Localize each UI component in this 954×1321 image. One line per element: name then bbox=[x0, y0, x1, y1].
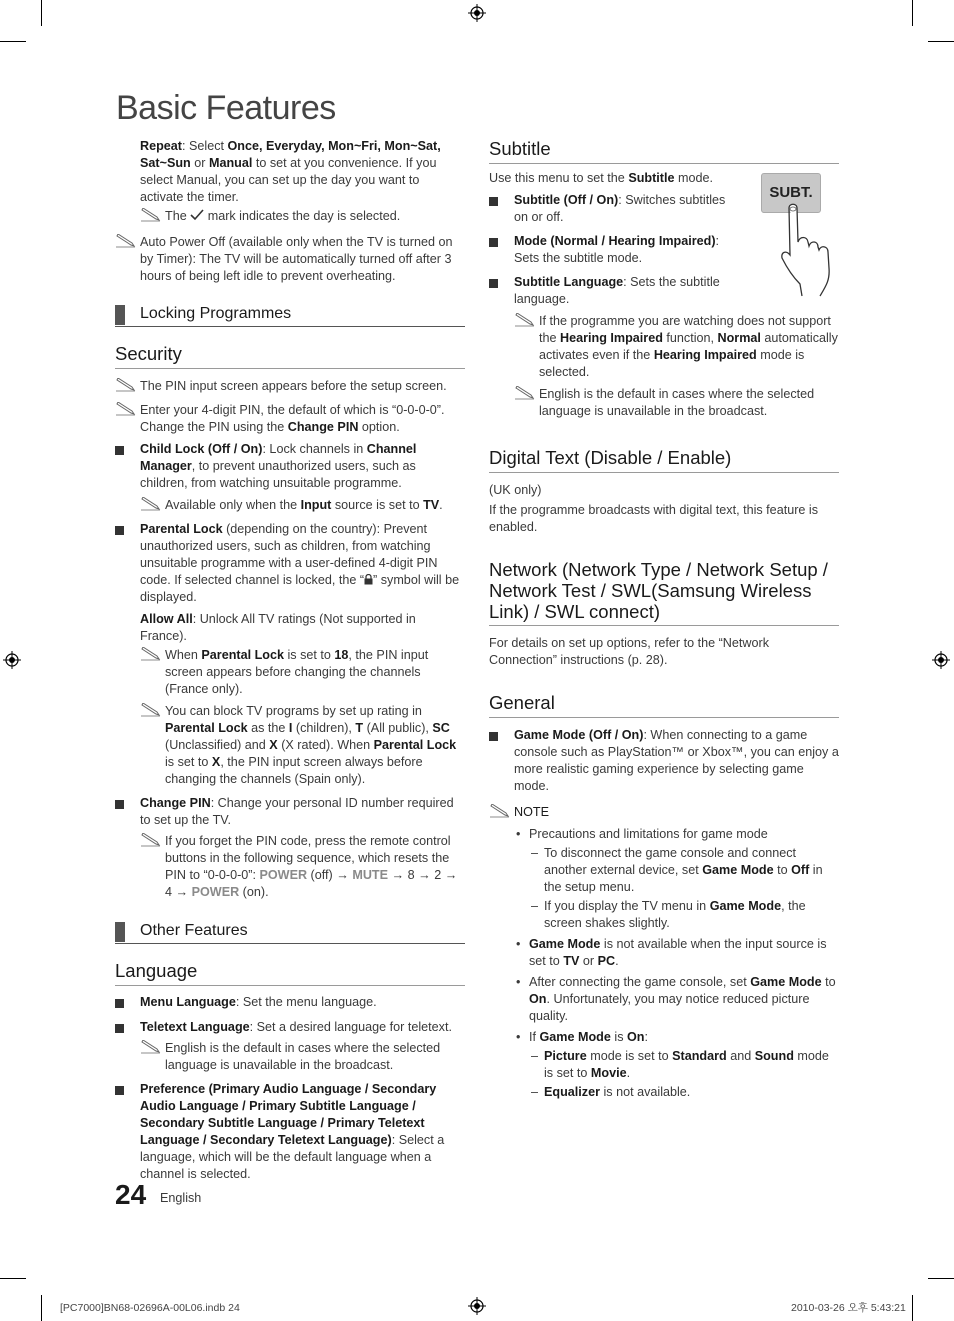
parental-note-text: (children), bbox=[292, 721, 356, 735]
subtitle-note bbox=[514, 386, 839, 420]
on-ref: On bbox=[626, 1030, 645, 1044]
allow-all-paragraph bbox=[115, 611, 465, 645]
tv-ref: TV bbox=[563, 954, 580, 968]
hearing-impaired-ref: Hearing Impaired bbox=[560, 331, 663, 345]
note-bullet-text: is not available when the input source is set to bbox=[529, 937, 827, 968]
note-sub-text: To disconnect the game console and connect another external device, set bbox=[544, 846, 797, 877]
game-mode-ref: Game Mode bbox=[702, 863, 774, 877]
normal-ref: Normal bbox=[717, 331, 761, 345]
general-heading: General bbox=[489, 692, 839, 718]
bullet-dash: – bbox=[531, 1085, 539, 1099]
subtitle-ref: Subtitle bbox=[628, 171, 675, 185]
note-label: NOTE bbox=[514, 805, 549, 819]
bullet-square bbox=[115, 446, 124, 455]
auto-power-off-note bbox=[115, 234, 465, 285]
subtitle-mode-label: Mode (Normal / Hearing Impaired) bbox=[514, 234, 716, 248]
note-bullet-text: After connecting the game console, set bbox=[529, 975, 751, 989]
game-mode-label: Game Mode (Off / On) bbox=[514, 728, 644, 742]
security-note bbox=[115, 402, 465, 436]
movie-ref: Movie bbox=[590, 1066, 627, 1080]
rating-ref: X bbox=[211, 755, 221, 769]
note-bullet bbox=[514, 936, 839, 970]
note-bullet-text: . bbox=[615, 954, 619, 968]
security-note-text: The PIN input screen appears before the setup screen. bbox=[140, 379, 447, 393]
repeat-label: Repeat bbox=[140, 139, 182, 153]
game-mode-ref: Game Mode bbox=[529, 937, 601, 951]
parental-note-text: as the bbox=[247, 721, 289, 735]
game-mode-ref: Game Mode bbox=[539, 1030, 611, 1044]
crop-mark bbox=[928, 1278, 954, 1279]
rating-18-ref: 18 bbox=[334, 648, 349, 662]
pc-ref: PC bbox=[597, 954, 616, 968]
print-footer-right: 2010-03-26 오후 5:43:21 bbox=[791, 1302, 906, 1314]
change-pin-note-text: → 8 → 2 → 4 → bbox=[165, 868, 458, 899]
allow-all-label: Allow All bbox=[140, 612, 193, 626]
bullet-square bbox=[115, 1024, 124, 1033]
repeat-note bbox=[140, 208, 465, 225]
repeat-paragraph bbox=[115, 138, 465, 206]
child-lock-note-text: source is set to bbox=[331, 498, 424, 512]
equalizer-ref: Equalizer bbox=[544, 1085, 600, 1099]
subtitle-note bbox=[514, 313, 839, 381]
note-pencil-icon bbox=[514, 386, 536, 400]
standard-ref: Standard bbox=[672, 1049, 727, 1063]
teletext-language-label: Teletext Language bbox=[140, 1020, 250, 1034]
registration-mark-icon bbox=[932, 651, 950, 669]
bullet-dash: – bbox=[531, 846, 539, 860]
note-sub-text: mode is set to bbox=[586, 1049, 673, 1063]
change-pin-text: : Change your personal ID number required to set up the TV. bbox=[140, 796, 454, 827]
subtitle-note-text: mode is selected. bbox=[539, 348, 805, 379]
rating-ref: SC bbox=[432, 721, 450, 735]
subtitle-intro bbox=[489, 170, 737, 187]
game-mode-ref: Game Mode bbox=[750, 975, 822, 989]
child-lock-note-text: . bbox=[439, 498, 443, 512]
note-pencil-icon bbox=[140, 1040, 162, 1054]
repeat-text: or bbox=[190, 156, 209, 170]
print-footer-left: [PC7000]BN68-02696A-00L06.indb 24 bbox=[60, 1302, 240, 1314]
note-pencil-icon bbox=[140, 703, 162, 717]
subtitle-intro-text: mode. bbox=[674, 171, 714, 185]
language-heading: Language bbox=[115, 960, 465, 986]
bullet-square bbox=[489, 732, 498, 741]
subtitle-note-text: function, bbox=[662, 331, 718, 345]
change-pin-note-text: (on). bbox=[239, 885, 269, 899]
note-bullet-text: is bbox=[610, 1030, 627, 1044]
registration-mark-icon bbox=[3, 651, 21, 669]
game-mode-ref: Game Mode bbox=[709, 899, 782, 913]
power-key-ref: POWER bbox=[191, 885, 240, 899]
parental-note-text: You can block TV programs by set up rating in bbox=[165, 704, 422, 718]
bullet-dot: • bbox=[516, 1030, 521, 1044]
subtitle-mode-item bbox=[489, 233, 737, 267]
parental-note-text: (Unclassified) and bbox=[165, 738, 270, 752]
subtitle-onoff-item bbox=[489, 192, 737, 226]
note-bullet-text: . Unfortunately, you may notice reduced picture quality. bbox=[529, 992, 810, 1023]
bullet-square bbox=[489, 197, 498, 206]
parental-note-text: (X rated). When bbox=[277, 738, 374, 752]
parental-lock-note bbox=[140, 647, 465, 698]
bullet-dot: • bbox=[516, 937, 521, 951]
note-bullet bbox=[514, 1029, 839, 1046]
subtitle-note-text: English is the default in cases where the selected language is unavailable in the broadcast. bbox=[539, 387, 815, 418]
digital-text-body: If the programme broadcasts with digital text, this feature is enabled. bbox=[489, 503, 818, 534]
parental-note-text: (All public), bbox=[363, 721, 433, 735]
bullet-dash: – bbox=[531, 1049, 539, 1063]
note-heading bbox=[489, 804, 839, 821]
other-features-heading bbox=[115, 921, 465, 944]
channel-manager-ref: Channel Manager bbox=[140, 442, 417, 473]
note-sub-text: mode is set to bbox=[544, 1049, 829, 1080]
repeat-options: Once, Everyday, Mon~Fri, Mon~Sat, Sat~Sun bbox=[140, 139, 441, 170]
change-pin-note-text: If you forget the PIN code, press the remote control buttons in the following sequence, which resets the PIN to “0-0-0-0”: bbox=[165, 834, 451, 882]
repeat-manual: Manual bbox=[208, 156, 253, 170]
bullet-dash: – bbox=[531, 899, 539, 913]
menu-language-item bbox=[115, 994, 465, 1011]
teletext-language-item bbox=[115, 1019, 465, 1036]
tv-ref: TV bbox=[423, 498, 440, 512]
note-pencil-icon bbox=[115, 378, 137, 392]
security-note bbox=[115, 378, 465, 395]
note-pencil-icon bbox=[115, 402, 137, 416]
crop-mark bbox=[0, 41, 26, 42]
heading-bar bbox=[115, 305, 125, 325]
rating-ref: I bbox=[288, 721, 293, 735]
parental-lock-ref: Parental Lock bbox=[201, 648, 284, 662]
subtitle-mode-text: : Sets the subtitle mode. bbox=[514, 234, 720, 265]
locking-programmes-title: Locking Programmes bbox=[140, 305, 292, 322]
picture-ref: Picture bbox=[544, 1049, 587, 1063]
parental-note-text: , the PIN input screen appears before changing the channels (France only). bbox=[165, 648, 429, 696]
parental-lock-label: Parental Lock bbox=[140, 522, 223, 536]
page-language: English bbox=[160, 1191, 202, 1205]
note-sub-text: , the screen shakes slightly. bbox=[544, 899, 806, 930]
note-pencil-icon bbox=[489, 804, 511, 818]
child-lock-item bbox=[115, 441, 465, 492]
repeat-note-text: The bbox=[165, 209, 191, 223]
parental-lock-item bbox=[115, 521, 465, 606]
change-pin-item bbox=[115, 795, 465, 829]
note-bullet-text: Precautions and limitations for game mode bbox=[529, 827, 768, 841]
crop-mark bbox=[41, 1295, 42, 1321]
note-sub-text: . bbox=[626, 1066, 631, 1080]
rating-ref: T bbox=[355, 721, 364, 735]
crop-mark bbox=[41, 0, 42, 26]
off-ref: Off bbox=[791, 863, 810, 877]
subtitle-language-label: Subtitle Language bbox=[514, 275, 624, 289]
subtitle-note-text: If the programme you are watching does not support the bbox=[539, 314, 831, 345]
parental-note-text: is set to bbox=[165, 755, 212, 769]
sound-ref: Sound bbox=[754, 1049, 794, 1063]
bullet-dot: • bbox=[516, 827, 521, 841]
note-bullet-text: If bbox=[529, 1030, 540, 1044]
note-pencil-icon bbox=[140, 497, 162, 511]
auto-power-off-text: Auto Power Off (available only when the TV is turned on by Timer): The TV will be automatically turned off after 3 hours of being left idle to prevent overheating. bbox=[140, 235, 453, 283]
other-features-title: Other Features bbox=[140, 922, 248, 939]
note-sub-text: If you display the TV menu in bbox=[544, 899, 710, 913]
heading-bar bbox=[115, 922, 125, 942]
note-sub-text: in the setup menu. bbox=[544, 863, 823, 894]
lock-icon bbox=[364, 574, 373, 585]
digital-text-heading: Digital Text (Disable / Enable) bbox=[489, 447, 839, 473]
bullet-square bbox=[115, 800, 124, 809]
change-pin-note bbox=[140, 833, 465, 901]
security-heading: Security bbox=[115, 343, 465, 369]
change-pin-ref: Change PIN bbox=[287, 420, 359, 434]
parental-lock-ref: Parental Lock bbox=[165, 721, 248, 735]
game-mode-notes bbox=[514, 826, 839, 1101]
child-lock-note-text: Available only when the bbox=[165, 498, 301, 512]
bullet-square bbox=[489, 279, 498, 288]
menu-language-text: : Set the menu language. bbox=[235, 995, 377, 1009]
note-pencil-icon bbox=[140, 647, 162, 661]
teletext-language-note bbox=[140, 1040, 465, 1074]
subtitle-onoff-label: Subtitle (Off / On) bbox=[514, 193, 619, 207]
preference-text: : Select a language, which will be the default language when a channel is selected. bbox=[140, 1133, 445, 1181]
bullet-dot: • bbox=[516, 975, 521, 989]
crop-mark bbox=[928, 41, 954, 42]
bullet-square bbox=[115, 1086, 124, 1095]
note-bullet-text: or bbox=[579, 954, 598, 968]
menu-language-label: Menu Language bbox=[140, 995, 236, 1009]
network-body: For details on set up options, refer to the “Network Connection” instructions (p. 28). bbox=[489, 636, 769, 667]
subtitle-body bbox=[489, 170, 737, 308]
note-bullet-text: : bbox=[644, 1030, 648, 1044]
note-sub-text: to bbox=[773, 863, 792, 877]
child-lock-note bbox=[140, 497, 465, 514]
subtitle-heading: Subtitle bbox=[489, 138, 839, 164]
parental-lock-text: (depending on the country): Prevent unauthorized users, such as children, from watching unsuitable programme with a user-defined 4-digit PIN code. If selected channel is locked, the “ bbox=[140, 522, 438, 587]
parental-lock-text: ” symbol will be displayed. bbox=[140, 573, 460, 604]
mute-key-ref: MUTE bbox=[352, 868, 389, 882]
digital-text-uk-only: (UK only) bbox=[489, 483, 542, 497]
note-bullet bbox=[514, 826, 839, 843]
locking-programmes-heading bbox=[115, 304, 465, 327]
registration-mark-icon bbox=[468, 1297, 486, 1315]
note-sub-bullet bbox=[529, 1048, 839, 1082]
left-column bbox=[115, 138, 465, 1183]
checkmark-icon bbox=[190, 209, 204, 221]
repeat-text: : Select bbox=[182, 139, 228, 153]
input-ref: Input bbox=[300, 498, 332, 512]
parental-lock-note bbox=[140, 703, 465, 788]
game-mode-text: : When connecting to a game console such as PlayStation™ or Xbox™, you can enjoy a more realistic gaming experience by selecting game mode. bbox=[514, 728, 839, 793]
note-bullet-text: to bbox=[821, 975, 836, 989]
page-number: 24 bbox=[115, 1179, 147, 1210]
bullet-square bbox=[115, 999, 124, 1008]
repeat-note-text: mark indicates the day is selected. bbox=[204, 209, 401, 223]
network-heading: Network (Network Type / Network Setup / Network Test / SWL(Samsung Wireless Link) / SWL connect) bbox=[489, 559, 839, 626]
subtitle-language-text: : Sets the subtitle language. bbox=[514, 275, 720, 306]
note-bullet bbox=[514, 974, 839, 1025]
on-ref: On bbox=[529, 992, 547, 1006]
repeat-text: to set at you convenience. If you select Manual, you can set up the day you want to activate the timer. bbox=[140, 156, 437, 204]
subtitle-note-text: automatically activates even if the bbox=[539, 331, 838, 362]
hearing-impaired-ref: Hearing Impaired bbox=[653, 348, 757, 362]
parental-note-text: , the PIN input screen always before changing the channels (Spain only). bbox=[165, 755, 423, 786]
subtitle-onoff-text: : Switches subtitles on or off. bbox=[514, 193, 726, 224]
parental-note-text: When bbox=[165, 648, 202, 662]
change-pin-note-text: (off) → bbox=[307, 868, 353, 882]
note-sub-text: is not available. bbox=[600, 1085, 691, 1099]
parental-note-text: is set to bbox=[284, 648, 335, 662]
crop-mark bbox=[912, 1295, 913, 1321]
preference-label: Preference (Primary Audio Language / Secondary Audio Language / Primary Subtitle Language / Secondary Subtitle Language / Primary Teletext Language / Secondary Teletext Language) bbox=[140, 1082, 437, 1147]
bullet-square bbox=[489, 238, 498, 247]
note-sub-bullet bbox=[529, 898, 839, 932]
teletext-note-text: English is the default in cases where the selected language is unavailable in the broadcast. bbox=[165, 1041, 441, 1072]
pointing-hand-icon bbox=[780, 200, 842, 300]
preference-item bbox=[115, 1081, 465, 1183]
page-title: Basic Features bbox=[116, 89, 336, 127]
note-sub-bullet bbox=[529, 1084, 839, 1101]
note-sub-bullet bbox=[529, 845, 839, 896]
registration-mark-icon bbox=[468, 4, 486, 22]
note-pencil-icon bbox=[140, 833, 162, 847]
note-pencil-icon bbox=[140, 208, 162, 222]
change-pin-label: Change PIN bbox=[140, 796, 211, 810]
subtitle-intro-text: Use this menu to set the bbox=[489, 171, 629, 185]
child-lock-label: Child Lock (Off / On) bbox=[140, 442, 263, 456]
note-pencil-icon bbox=[115, 234, 137, 248]
security-note-text: Enter your 4-digit PIN, the default of which is “0-0-0-0”. Change the PIN using the bbox=[140, 403, 445, 434]
subt-remote-button: SUBT. bbox=[761, 173, 821, 213]
crop-mark bbox=[912, 0, 913, 26]
bullet-square bbox=[115, 526, 124, 535]
parental-lock-ref: Parental Lock bbox=[373, 738, 457, 752]
note-sub-text: and bbox=[726, 1049, 755, 1063]
power-key-ref: POWER bbox=[259, 868, 308, 882]
child-lock-text: : Lock channels in bbox=[262, 442, 367, 456]
note-pencil-icon bbox=[514, 313, 536, 327]
game-mode-item bbox=[489, 727, 839, 795]
subtitle-language-item bbox=[489, 274, 737, 308]
crop-mark bbox=[0, 1278, 26, 1279]
rating-ref: X bbox=[269, 738, 278, 752]
security-note-text: option. bbox=[358, 420, 400, 434]
child-lock-text: , to prevent unauthorized users, such as children, from watching unsuitable programme. bbox=[140, 459, 416, 490]
teletext-language-text: : Set a desired language for teletext. bbox=[249, 1020, 452, 1034]
allow-all-text: : Unlock All TV ratings (Not supported in France). bbox=[140, 612, 416, 643]
